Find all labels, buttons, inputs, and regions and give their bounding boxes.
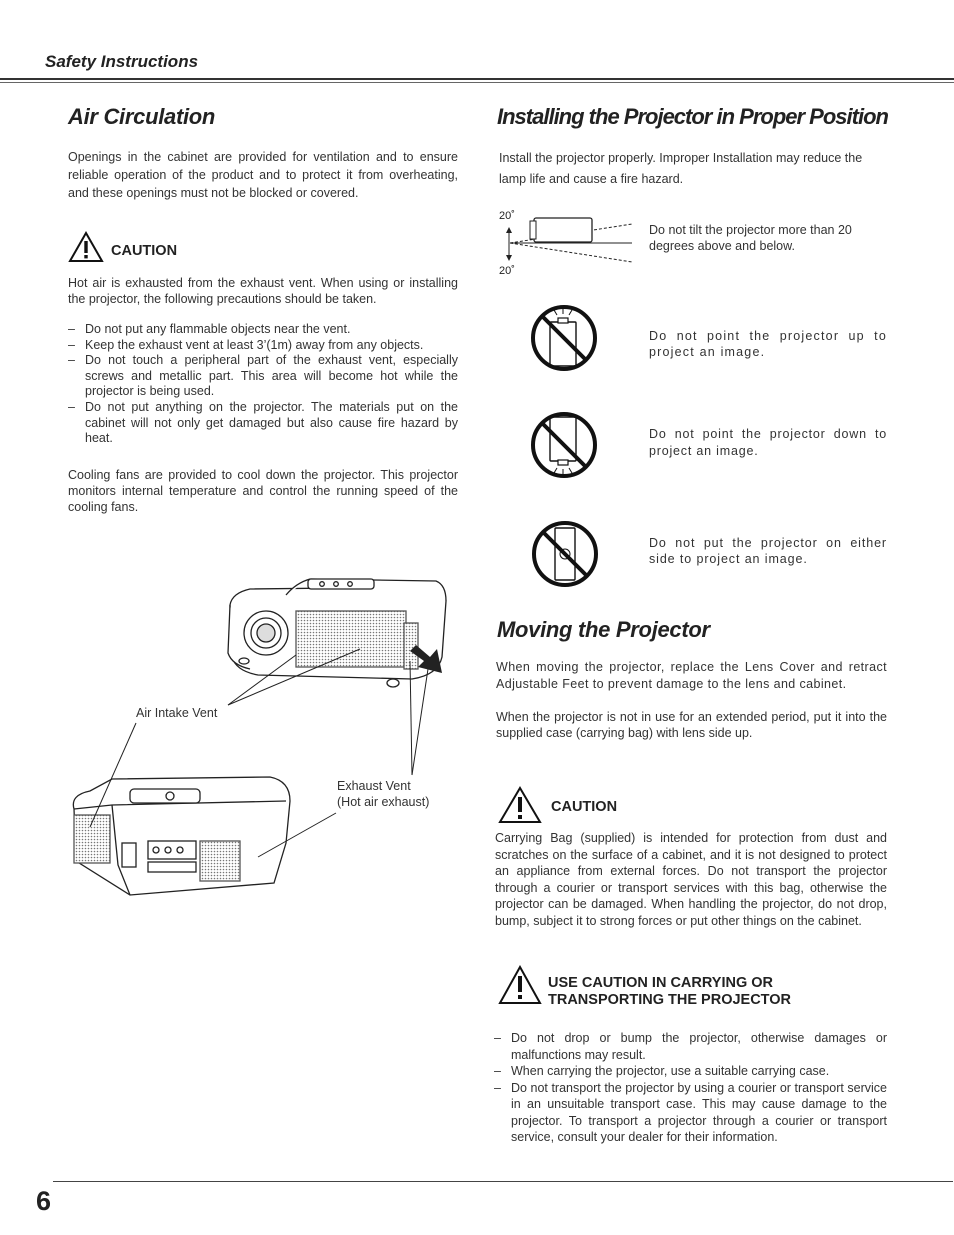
header-rule-thin	[0, 82, 954, 83]
air-intake-label: Air Intake Vent	[136, 706, 218, 720]
caution-label: CAUTION	[551, 799, 618, 815]
carry-caution-list	[494, 1030, 887, 1146]
air-caution-list	[68, 322, 458, 447]
carrying-bag-caution-text: Carrying Bag (supplied) is intended for protection from dust and scratches on the surface of a cabinet, and it is not designed to protect an appliance from external forces. Do not transport the projector through a courier or transport services with this bag, otherwise the projector can be damaged. When handling the projector, do not drop, bump, subject it to strong forces or put other things on the cabinet.	[495, 831, 887, 928]
list-item: – Keep the exhaust vent at least 3’(1m) away from any objects.	[68, 338, 458, 354]
footer-rule	[53, 1181, 953, 1182]
moving-text-2: When the projector is not in use for an extended period, put it into the supplied case (carrying bag) with lens side up.	[496, 710, 887, 740]
cooling-fans-text: Cooling fans are provided to cool down the projector. This projector monitors internal temperature and control the running speed of the cooling fans.	[68, 468, 458, 514]
warning-icon	[498, 786, 542, 824]
list-item: – Do not put any flammable objects near the vent.	[68, 322, 458, 338]
tilt-text: Do not tilt the projector more than 20 degrees above and below.	[649, 223, 852, 253]
list-item: – Do not transport the projector by using a courier or transport service in an unsuitable transport case. This may cause damage to the projector. To transport a projector through a courier or transport service, consult your dealer for their information.	[494, 1080, 887, 1146]
moving-title: Moving the Projector	[497, 617, 710, 642]
air-circulation-intro: Openings in the cabinet are provided for ventilation and to ensure reliable operation of the product and to protect it from overheating, and these openings must not be blocked or covered.	[68, 150, 458, 200]
list-item: – Do not touch a peripheral part of the exhaust vent, especially screws and metallic part. This area will become hot while the projector is being used.	[68, 353, 458, 400]
installing-intro: Install the projector properly. Improper Installation may reduce the lamp life and cause a fire hazard.	[499, 151, 863, 186]
warning-icon	[498, 965, 542, 1005]
no-point-up-icon	[530, 304, 598, 372]
air-circulation-title: Air Circulation	[68, 104, 216, 129]
projector-vents-illustration	[60, 565, 460, 905]
no-side-icon	[531, 520, 599, 588]
no-side-text: Do not put the projector on either side to project an image.	[649, 536, 887, 566]
angle-top-label: 20˚	[499, 210, 515, 222]
carry-caution-heading-2: TRANSPORTING THE PROJECTOR	[548, 992, 792, 1008]
page-number: 6	[36, 1186, 52, 1216]
exhaust-vent-label: Exhaust Vent	[337, 779, 411, 793]
no-point-down-icon	[530, 411, 598, 479]
header-rule	[0, 78, 954, 80]
carry-caution-heading-1: USE CAUTION IN CARRYING OR	[548, 975, 774, 991]
moving-text-1: When moving the projector, replace the Lens Cover and retract Adjustable Feet to prevent damage to the lens and cabinet.	[496, 660, 887, 691]
tilt-diagram	[500, 212, 640, 272]
list-item: – Do not put anything on the projector. The materials put on the cabinet will not only get damaged but also cause fire hazard by heat.	[68, 400, 458, 447]
angle-bottom-label: 20˚	[499, 265, 515, 277]
no-point-up-text: Do not point the projector up to project an image.	[649, 329, 887, 359]
exhaust-vent-sublabel: (Hot air exhaust)	[337, 795, 430, 809]
list-item: – When carrying the projector, use a suitable carrying case.	[494, 1063, 887, 1080]
no-point-down-text: Do not point the projector down to project an image.	[649, 427, 887, 458]
list-item: – Do not drop or bump the projector, otherwise damages or malfunctions may result.	[494, 1030, 887, 1063]
installing-title: Installing the Projector in Proper Position	[497, 104, 888, 129]
caution-label: CAUTION	[111, 243, 178, 259]
section-header: Safety Instructions	[45, 52, 199, 71]
warning-icon	[68, 231, 104, 263]
caution-text: Hot air is exhausted from the exhaust vent. When using or installing the projector, the following precautions should be taken.	[68, 276, 458, 306]
